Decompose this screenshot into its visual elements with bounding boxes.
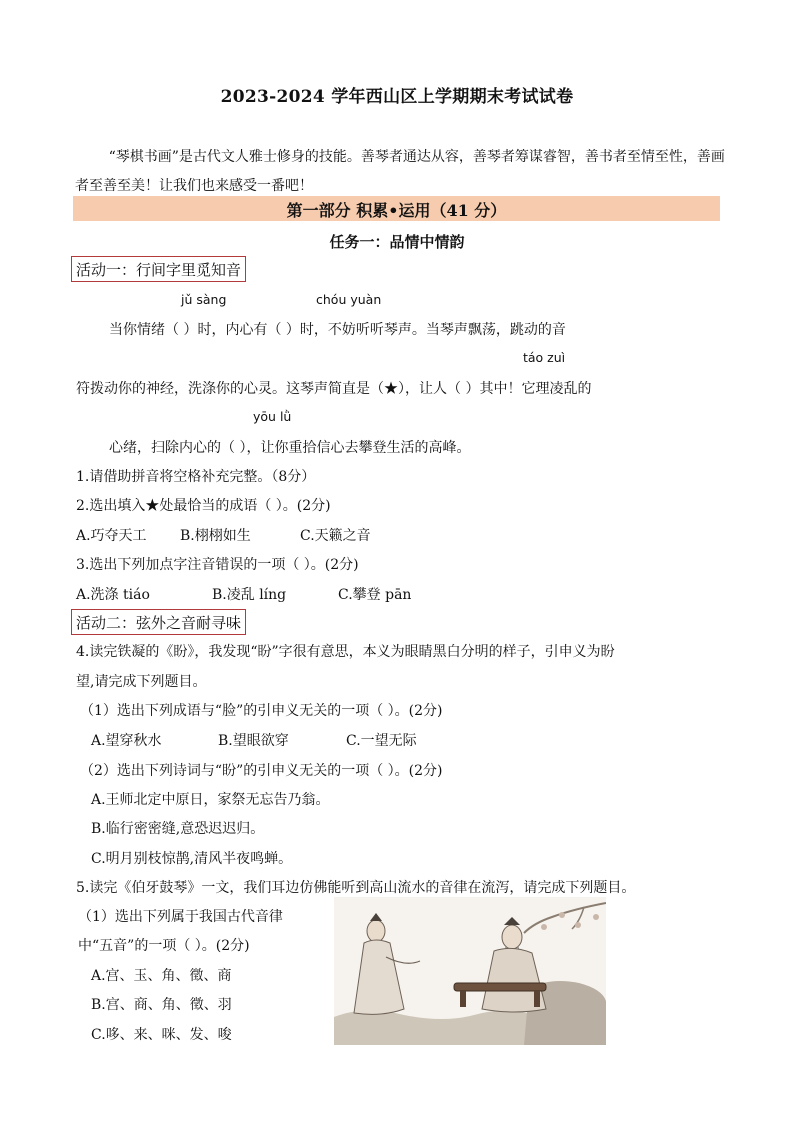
passage-line-1: 当你情绪（ ）时，内心有（ ）时，不妨听听琴声。当琴声飘荡，跳动的音 [109, 322, 566, 338]
question-5-1-line-1: （1）选出下列属于我国古代音律 [78, 909, 283, 925]
pinyin-taozui: táo zuì [523, 350, 566, 365]
pinyin-jusang: jǔ sàng [181, 292, 227, 307]
intro-paragraph: “琴棋书画”是古代文人雅士修身的技能。善琴者通达从容，善琴者筹谋睿智，善书者至情至性，善画者至善至美！让我们也来感受一番吧！ [75, 149, 725, 194]
question-5-1-line-2: 中“五音”的一项（ ）。(2分) [78, 938, 250, 954]
q4-1-option-c: C.一望无际 [346, 733, 417, 749]
q2-option-c: C.天籁之音 [300, 528, 371, 544]
question-3: 3.选出下列加点字注音错误的一项（ ）。(2分) [76, 557, 359, 573]
q5-1-option-c: C.哆、来、咪、发、唆 [91, 1027, 232, 1043]
q3-option-a: A.洗涤 tiáo [76, 587, 150, 603]
question-2: 2.选出填入★处最恰当的成语（ ）。(2分) [76, 498, 331, 514]
q2-option-a: A.巧夺天工 [76, 528, 147, 544]
part-header: 第一部分 积累•运用（41 分） [286, 201, 507, 220]
pinyin-chouyuan: chóu yuàn [316, 292, 382, 307]
q5-1-option-a: A.宫、玉、角、徵、商 [91, 968, 232, 984]
q4-1-option-a: A.望穿秋水 [91, 733, 162, 749]
task-title: 任务一：品情中情韵 [329, 233, 465, 251]
question-5: 5.读完《伯牙鼓琴》一文，我们耳边仿佛能听到高山流水的音律在流泻，请完成下列题目。 [76, 880, 636, 896]
guqin-players-illustration [334, 897, 606, 1045]
exam-title: 2023-2024 学年西山区上学期期末考试试卷 [220, 87, 574, 107]
activity2-label: 活动二：弦外之音耐寻味 [71, 609, 246, 635]
q4-1-option-b: B.望眼欲穿 [218, 733, 289, 749]
question-4-line-2: 望,请完成下列题目。 [76, 674, 207, 690]
pinyin-youlv: yōu lǜ [253, 409, 292, 424]
q3-option-b: B.凌乱 líng [212, 587, 287, 603]
question-1: 1.请借助拼音将空格补充完整。（8分） [76, 469, 316, 485]
question-4-2: （2）选出下列诗词与“盼”的引申义无关的一项（ ）。(2分) [80, 763, 443, 779]
q3-option-c: C.攀登 pān [338, 587, 412, 603]
passage-line-3: 心绪，扫除内心的（ ），让你重拾信心去攀登生活的高峰。 [109, 440, 471, 456]
guqin-scene-icon [334, 897, 606, 1045]
q4-2-option-b: B.临行密密缝,意恐迟迟归。 [91, 821, 265, 837]
q4-2-option-c: C.明月别枝惊鹊,清风半夜鸣蝉。 [91, 851, 293, 867]
activity1-label: 活动一：行间字里觅知音 [71, 256, 246, 282]
q4-2-option-a: A.王师北定中原日，家祭无忘告乃翁。 [91, 792, 330, 808]
q5-1-option-b: B.宫、商、角、徵、羽 [91, 997, 232, 1013]
q2-option-b: B.栩栩如生 [180, 528, 251, 544]
passage-line-2: 符拨动你的神经，洗涤你的心灵。这琴声简直是（★），让人（ ）其中！它理凌乱的 [76, 381, 592, 397]
question-4-line-1: 4.读完铁凝的《盼》，我发现“盼”字很有意思，本义为眼睛黑白分明的样子，引申义为盼 [76, 644, 615, 660]
question-4-1: （1）选出下列成语与“脸”的引申义无关的一项（ ）。(2分) [80, 703, 443, 719]
